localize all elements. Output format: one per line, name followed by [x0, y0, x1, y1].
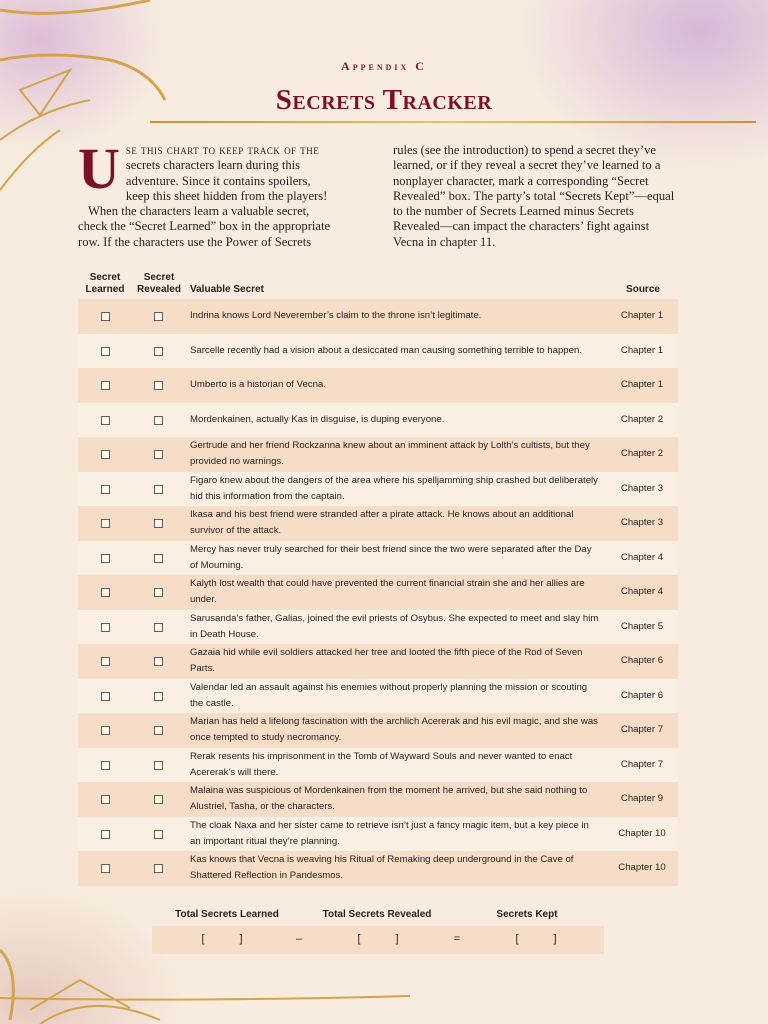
valuable-secret-text: Sarcelle recently had a vision about a desiccated man causing something terrible to happen.: [190, 344, 582, 356]
table-row: [78, 403, 678, 438]
secret-learned-checkbox[interactable]: [101, 450, 110, 459]
revealed-bracket-open: [: [357, 933, 361, 945]
valuable-secret-text: Mercy has never truly searched for their best friend since the two were separated after the Day of Mourning.: [190, 543, 592, 571]
table-row: [78, 541, 678, 576]
valuable-secret-text: Kas knows that Vecna is weaving his Ritual of Remaking deep underground in the Cave of Shattered Reflection in Pandesmos.: [190, 854, 574, 882]
total-revealed-label: Total Secrets Revealed: [322, 909, 432, 920]
source-text: Chapter 5: [620, 620, 664, 632]
secret-learned-checkbox[interactable]: [101, 519, 110, 528]
secret-learned-checkbox[interactable]: [101, 692, 110, 701]
totals-box: [152, 926, 604, 954]
secret-revealed-checkbox[interactable]: [154, 761, 163, 770]
valuable-secret-text: Kalyth lost wealth that could have prevented the current financial strain she and her allies are under.: [190, 578, 585, 606]
valuable-secret-text: Sarusanda’s father, Galias, joined the evil priests of Osybus. She expected to meet and slay him in Death House.: [190, 612, 599, 640]
table-row: [78, 851, 678, 886]
learned-bracket-close: ]: [239, 933, 243, 945]
secret-revealed-checkbox[interactable]: [154, 726, 163, 735]
valuable-secret-text: Figaro knew about the dangers of the area where his spelljamming ship crashed but deliberately hid this information from the captain.: [190, 474, 598, 502]
secret-learned-checkbox[interactable]: [101, 726, 110, 735]
table-body: [78, 299, 678, 886]
kept-bracket-close: ]: [553, 933, 557, 945]
header-secret-revealed: Secret Revealed: [137, 272, 181, 295]
secret-revealed-checkbox[interactable]: [154, 554, 163, 563]
table-row: [78, 472, 678, 507]
secret-revealed-checkbox[interactable]: [154, 347, 163, 356]
table-row: [78, 610, 678, 645]
table-header: [78, 270, 678, 298]
secret-learned-checkbox[interactable]: [101, 381, 110, 390]
intro-left-paragraph-2: When the characters learn a valuable secret, check the “Secret Learned” box in the appropriate row. If the characters use the Power of Secrets: [78, 204, 331, 249]
valuable-secret-text: Valendar led an assault against his enemies without properly planning the mission or scouting the castle.: [190, 681, 588, 709]
secret-learned-checkbox[interactable]: [101, 864, 110, 873]
valuable-secret-text: The cloak Naxa and her sister came to retrieve isn’t just a fancy magic item, but a key piece in an important ritual they’re planning.: [190, 819, 589, 847]
minus-sign: –: [295, 933, 303, 945]
table-row: [78, 817, 678, 852]
totals-labels: [152, 909, 604, 925]
source-text: Chapter 1: [620, 379, 664, 391]
table-row: [78, 437, 678, 472]
table-row: [78, 782, 678, 817]
header-valuable-secret: Valuable Secret: [190, 284, 264, 295]
source-text: Chapter 10: [618, 862, 666, 874]
learned-bracket-open: [: [201, 933, 205, 945]
secret-revealed-checkbox[interactable]: [154, 864, 163, 873]
source-text: Chapter 3: [620, 517, 664, 529]
source-text: Chapter 9: [620, 793, 664, 805]
revealed-bracket-close: ]: [395, 933, 399, 945]
secrets-table: [78, 270, 678, 882]
total-learned-label: Total Secrets Learned: [175, 909, 279, 920]
source-text: Chapter 7: [620, 758, 664, 770]
header-rule: [150, 121, 756, 123]
valuable-secret-text: Indrina knows Lord Neverember’s claim to the throne isn’t legitimate.: [190, 310, 482, 322]
source-text: Chapter 6: [620, 689, 664, 701]
secret-revealed-checkbox[interactable]: [154, 485, 163, 494]
secret-learned-checkbox[interactable]: [101, 795, 110, 804]
secret-revealed-checkbox[interactable]: [154, 381, 163, 390]
table-row: [78, 644, 678, 679]
secret-learned-checkbox[interactable]: [101, 830, 110, 839]
source-text: Chapter 7: [620, 724, 664, 736]
source-text: Chapter 1: [620, 310, 664, 322]
secrets-kept-label: Secrets Kept: [496, 909, 558, 920]
table-row: [78, 575, 678, 610]
valuable-secret-text: Gertrude and her friend Rockzanna knew about an imminent attack by Lolth’s cultists, but they provided no warnings.: [190, 440, 590, 468]
valuable-secret-text: Malaina was suspicious of Mordenkainen from the moment he arrived, but she said nothing to Alustriel, Tasha, or the characters.: [190, 785, 588, 813]
secret-revealed-checkbox[interactable]: [154, 830, 163, 839]
secret-revealed-checkbox[interactable]: [154, 623, 163, 632]
table-row: [78, 368, 678, 403]
valuable-secret-text: Mordenkainen, actually Kas in disguise, is duping everyone.: [190, 413, 445, 425]
source-text: Chapter 4: [620, 551, 664, 563]
table-row: [78, 334, 678, 369]
table-row: [78, 679, 678, 714]
source-text: Chapter 2: [620, 448, 664, 460]
intro-left-rest: secrets characters learn during this adventure. Since it contains spoilers, keep this sheet hidden from the players!: [125, 158, 328, 203]
secret-revealed-checkbox[interactable]: [154, 588, 163, 597]
secret-learned-checkbox[interactable]: [101, 761, 110, 770]
secret-revealed-checkbox[interactable]: [154, 450, 163, 459]
table-row: [78, 713, 678, 748]
table-row: [78, 506, 678, 541]
secret-learned-checkbox[interactable]: [101, 312, 110, 321]
totals-section: [152, 909, 604, 945]
valuable-secret-text: Rerak resents his imprisonment in the Tomb of Wayward Souls and never wanted to enact Acererak’s will there.: [190, 750, 573, 778]
header-source: Source: [626, 284, 660, 295]
secret-learned-checkbox[interactable]: [101, 416, 110, 425]
secret-learned-checkbox[interactable]: [101, 485, 110, 494]
source-text: Chapter 6: [620, 655, 664, 667]
intro-left-column: [78, 136, 336, 250]
source-text: Chapter 2: [620, 413, 664, 425]
header-secret-learned: Secret Learned: [85, 272, 125, 295]
source-text: Chapter 4: [620, 586, 664, 598]
source-text: Chapter 3: [620, 482, 664, 494]
secret-learned-checkbox[interactable]: [101, 347, 110, 356]
secret-revealed-checkbox[interactable]: [154, 312, 163, 321]
valuable-secret-text: Ikasa and his best friend were stranded after a pirate attack. He knows about an additional survivor of the attack.: [190, 509, 574, 537]
source-text: Chapter 1: [620, 344, 664, 356]
secret-learned-checkbox[interactable]: [101, 588, 110, 597]
appendix-label: Appendix C: [341, 59, 427, 73]
table-row: [78, 299, 678, 334]
secret-learned-checkbox[interactable]: [101, 657, 110, 666]
drop-cap: U: [78, 136, 120, 201]
secret-learned-checkbox[interactable]: [101, 554, 110, 563]
kept-bracket-open: [: [515, 933, 519, 945]
secret-revealed-checkbox[interactable]: [154, 795, 163, 804]
secret-revealed-checkbox[interactable]: [154, 416, 163, 425]
valuable-secret-text: Marian has held a lifelong fascination with the archlich Acererak and his evil magic, and she was once tempted to study necromancy.: [190, 716, 598, 744]
valuable-secret-text: Umberto is a historian of Vecna.: [190, 379, 326, 391]
intro-lead: se this chart to keep track of the: [125, 143, 320, 157]
secret-revealed-checkbox[interactable]: [154, 519, 163, 528]
equals-sign: =: [453, 933, 461, 945]
valuable-secret-text: Gazaia hid while evil soldiers attacked her tree and looted the fifth piece of the Rod of Seven Parts.: [190, 647, 583, 675]
source-text: Chapter 10: [618, 827, 666, 839]
page-title: Secrets Tracker: [275, 84, 493, 116]
secret-revealed-checkbox[interactable]: [154, 657, 163, 666]
secret-learned-checkbox[interactable]: [101, 623, 110, 632]
secret-revealed-checkbox[interactable]: [154, 692, 163, 701]
intro-right-column: rules (see the introduction) to spend a secret they’ve learned, or if they reveal a secret they’ve learned to a nonplayer character, mark a corresponding “Secret Revealed” box. The party’s total “Secrets Kept”—equal to the number of Secrets Learned minus Secrets Revealed—can impact the characters’ fight against Vecna in chapter 11.: [393, 143, 675, 249]
table-row: [78, 748, 678, 783]
